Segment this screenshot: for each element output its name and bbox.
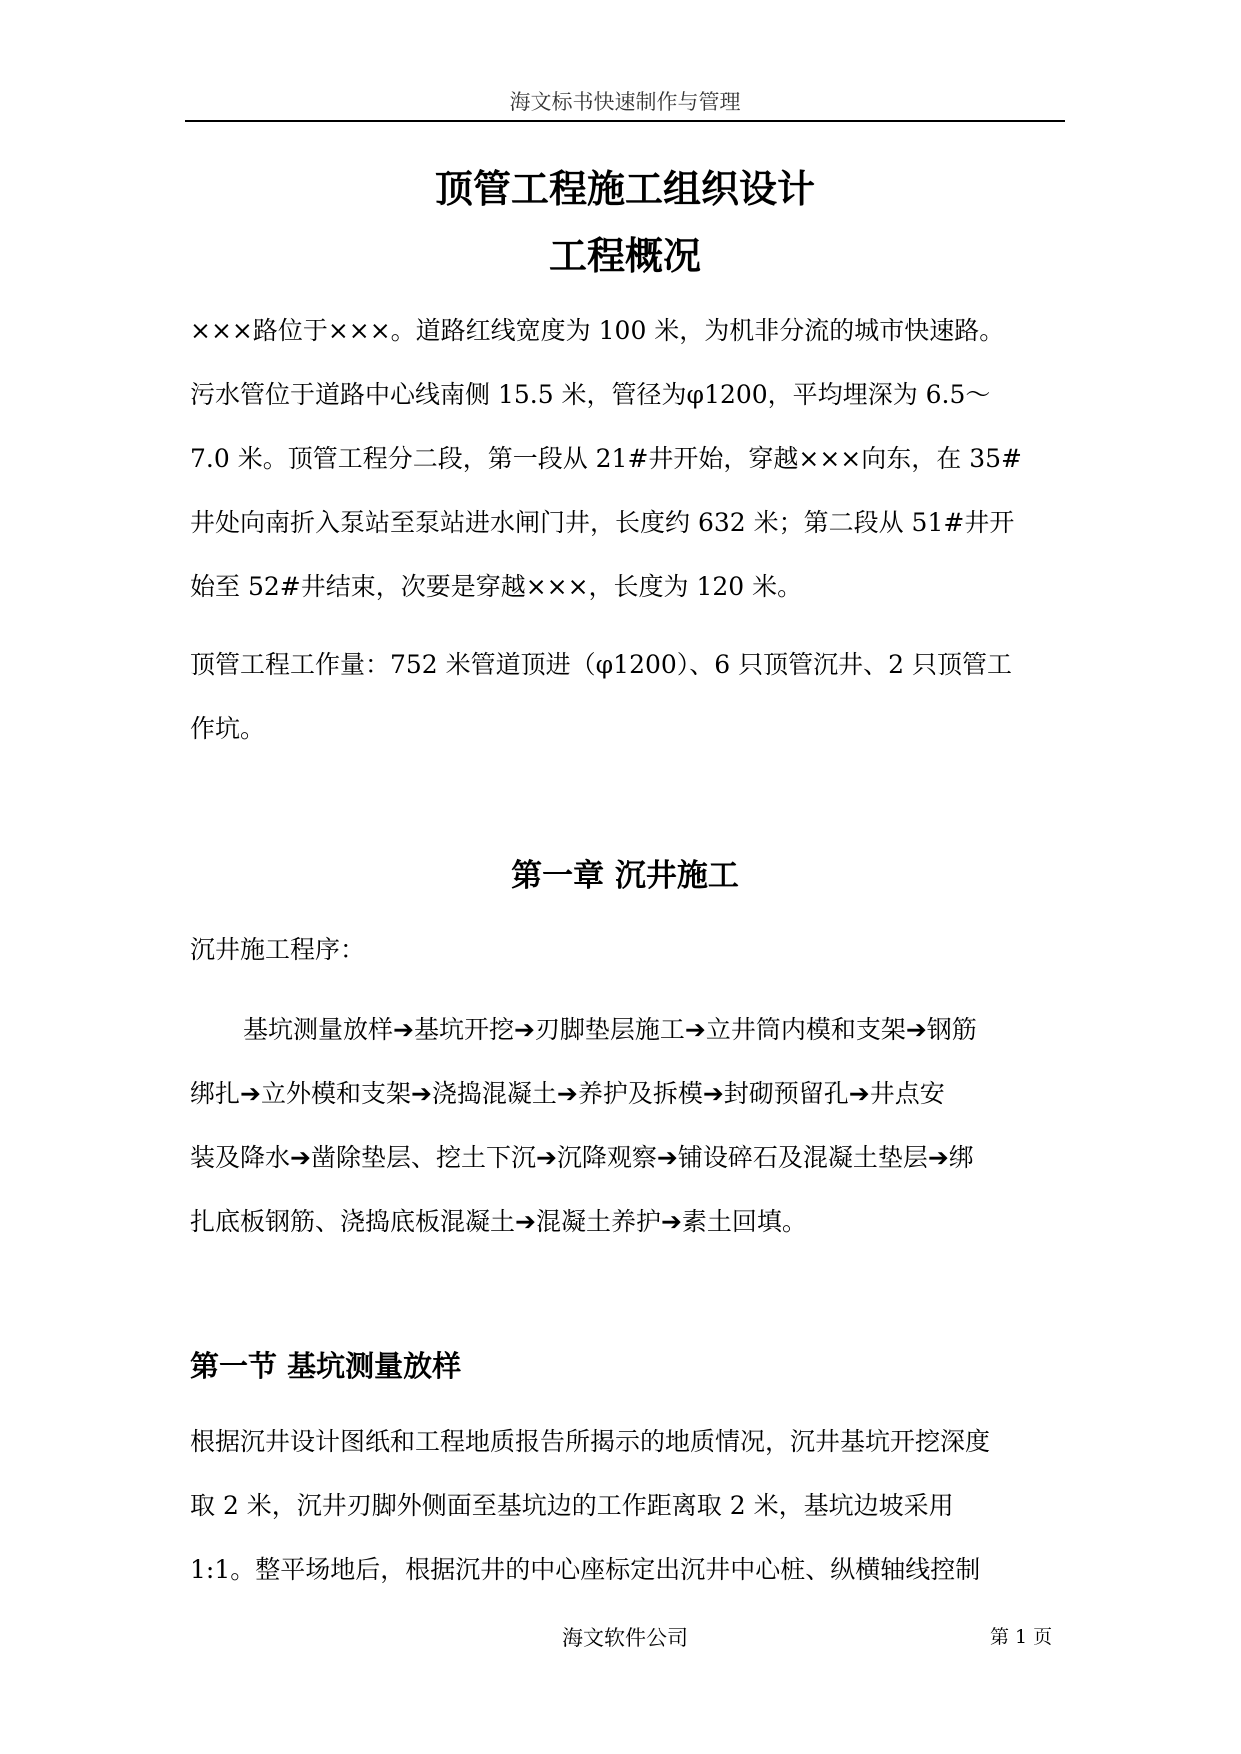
page-header: 海文标书快速制作与管理 xyxy=(509,90,741,114)
document-title: 顶管工程施工组织设计 xyxy=(434,167,815,211)
workload-line: 顶管工程工作量：752 米管道顶进（φ1200）、6 只顶管沉井、2 只顶管工 xyxy=(190,650,1012,679)
header-divider xyxy=(185,120,1065,122)
overview-line: ×××路位于×××。道路红线宽度为 100 米，为机非分流的城市快速路。 xyxy=(190,316,1005,345)
overview-line: 污水管位于道路中心线南侧 15.5 米，管径为φ1200，平均埋深为 6.5～ xyxy=(190,380,991,409)
page-number: 第 1 页 xyxy=(990,1626,1053,1648)
overview-line: 井处向南折入泵站至泵站进水闸门井，长度约 632 米；第二段从 51#井开 xyxy=(190,508,1015,537)
footer-company: 海文软件公司 xyxy=(562,1626,688,1650)
procedure-label: 沉井施工程序： xyxy=(190,935,366,964)
section-heading: 第一节 基坑测量放样 xyxy=(190,1349,462,1383)
procedure-line: 扎底板钢筋、浇捣底板混凝土➔混凝土养护➔素土回填。 xyxy=(190,1207,807,1236)
workload-line: 作坑。 xyxy=(190,714,266,743)
section-body-line: 1:1。整平场地后，根据沉井的中心座标定出沉井中心桩、纵横轴线控制 xyxy=(190,1555,981,1584)
overview-heading: 工程概况 xyxy=(548,234,701,278)
procedure-line: 装及降水➔凿除垫层、挖土下沉➔沉降观察➔铺设碎石及混凝土垫层➔绑 xyxy=(190,1143,974,1172)
chapter-heading: 第一章 沉井施工 xyxy=(511,858,739,894)
section-body-line: 取 2 米，沉井刃脚外侧面至基坑边的工作距离取 2 米，基坑边坡采用 xyxy=(190,1491,954,1520)
overview-line: 始至 52#井结束，次要是穿越×××，长度为 120 米。 xyxy=(190,572,803,601)
overview-line: 7.0 米。顶管工程分二段，第一段从 21#井开始，穿越×××向东，在 35# xyxy=(190,444,1022,473)
section-body-line: 根据沉井设计图纸和工程地质报告所揭示的地质情况，沉井基坑开挖深度 xyxy=(190,1427,991,1456)
procedure-line: 绑扎➔立外模和支架➔浇捣混凝土➔养护及拆模➔封砌预留孔➔井点安 xyxy=(190,1079,945,1108)
procedure-line: 基坑测量放样➔基坑开挖➔刃脚垫层施工➔立井筒内模和支架➔钢筋 xyxy=(243,1015,977,1044)
